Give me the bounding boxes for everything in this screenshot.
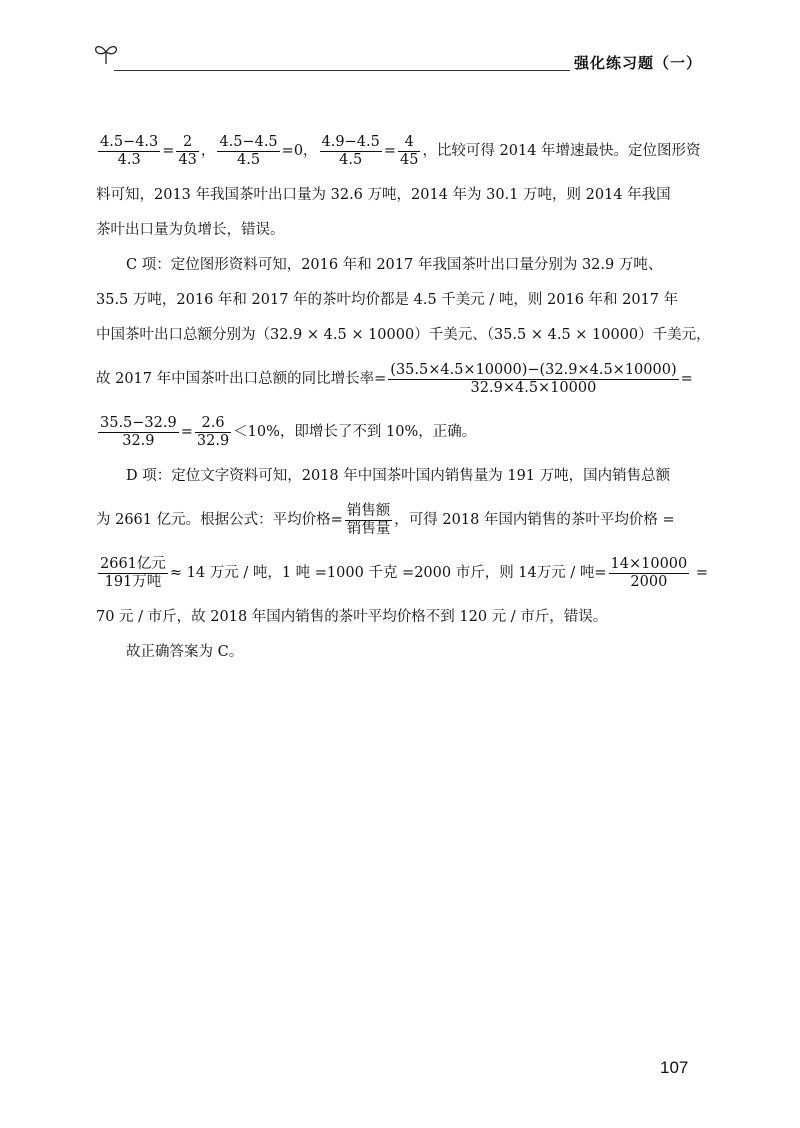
fraction [176, 134, 198, 168]
solution-content [96, 130, 711, 675]
text: = [162, 143, 175, 159]
text: 为 2661 亿元。根据公式：平均价格= [96, 512, 343, 528]
numerator: 销售额 [346, 502, 391, 519]
text: ≈ 14 万元 / 吨，1 吨 =1000 千克 =2000 市斤，则 14万元 / 吨= [169, 565, 607, 581]
denominator: 2000 [630, 573, 668, 590]
fraction [98, 415, 179, 449]
text: = [383, 143, 396, 159]
fraction [217, 134, 279, 168]
fraction [98, 556, 168, 590]
denominator: 43 [178, 151, 197, 168]
denominator: 销售量 [346, 520, 391, 537]
pD-line-2 [96, 499, 696, 541]
pC-line-3: 中国茶叶出口总额分别为（32.9 × 4.5 × 10000）千美元、（35.5 × 4.5 × 10000）千美元， [96, 327, 711, 343]
pD-line-4: 70 元 / 市斤，故 2018 年国内销售的茶叶平均价格不到 120 元 / 市斤，错误。 [96, 609, 608, 625]
denominator: 45 [399, 151, 419, 168]
fraction [320, 134, 382, 168]
text: = [691, 565, 709, 581]
numerator: 4.5−4.5 [219, 133, 278, 150]
numerator: 2 [176, 134, 198, 152]
numerator: 2.6 [195, 415, 231, 433]
fraction [98, 134, 160, 168]
text: ，比较可得 2014 年增速最快。定位图形资 [422, 143, 701, 159]
numerator: 2661亿元 [100, 555, 166, 572]
header-title: 强化练习题（一） [573, 54, 702, 72]
numerator: 35.5−32.9 [100, 414, 177, 431]
pC-line-5 [96, 411, 696, 453]
fraction [609, 556, 690, 590]
denominator: 4.5 [237, 151, 261, 168]
fraction [345, 503, 393, 537]
denominator: 4.5 [339, 151, 363, 168]
denominator: 32.9×4.5×10000 [470, 379, 597, 396]
numerator: 4 [398, 134, 420, 152]
page-header [92, 40, 712, 80]
text: ，可得 2018 年国内销售的茶叶平均价格 = [394, 512, 675, 528]
text: = [180, 424, 193, 440]
denominator: 4.3 [117, 151, 141, 168]
header-rule [114, 70, 570, 71]
pC-line-4 [96, 358, 696, 400]
fraction [398, 134, 420, 168]
pC-line-1: C 项：定位图形资料可知，2016 年和 2017 年我国茶叶出口量分别为 32.9 万吨、 [126, 257, 663, 273]
text: ＜10%，即增长了不到 10%，正确。 [233, 424, 477, 440]
text: 故 2017 年中国茶叶出口总额的同比增长率= [96, 371, 387, 387]
sprout-icon [92, 42, 120, 66]
answer-line: 故正确答案为 C。 [126, 644, 244, 660]
fraction [195, 415, 231, 449]
p1-line-3: 茶叶出口量为负增长，错误。 [96, 222, 285, 238]
text: = [680, 371, 693, 387]
numerator: 14×10000 [610, 555, 688, 572]
fraction [388, 362, 678, 396]
numerator: (35.5×4.5×10000)−(32.9×4.5×10000) [390, 361, 677, 378]
numerator: 4.5−4.3 [100, 133, 159, 150]
denominator: 191万吨 [104, 573, 162, 590]
text: ， [200, 143, 216, 159]
denominator: 32.9 [196, 432, 230, 449]
pD-line-1: D 项：定位文字资料可知，2018 年中国茶叶国内销售量为 191 万吨，国内销售总额 [126, 468, 671, 484]
page-number: 107 [660, 1058, 689, 1077]
denominator: 32.9 [122, 432, 155, 449]
p1-line-1 [96, 130, 701, 172]
pD-line-3 [96, 552, 709, 594]
numerator: 4.9−4.5 [321, 133, 380, 150]
text: =0， [281, 143, 318, 159]
pC-line-2: 35.5 万吨，2016 年和 2017 年的茶叶均价都是 4.5 千美元 / 吨，则 2016 年和 2017 年 [96, 292, 679, 308]
p1-line-2: 料可知，2013 年我国茶叶出口量为 32.6 万吨，2014 年为 30.1 万吨，则 2014 年我国 [96, 187, 671, 203]
